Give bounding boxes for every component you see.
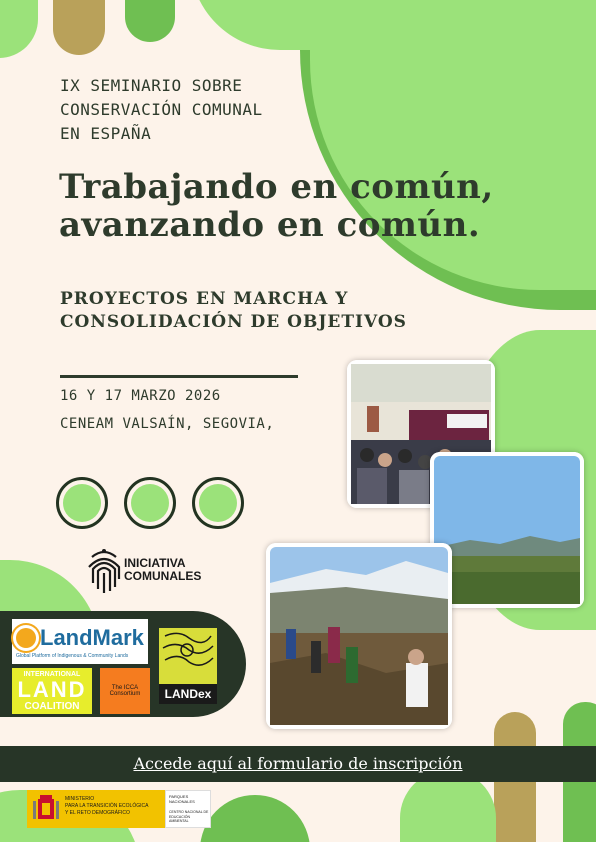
header-line-2: CONSERVACIÓN COMUNAL <box>60 100 263 119</box>
seminar-header <box>60 74 263 146</box>
ministerio-logo <box>27 790 165 828</box>
ilc-logo <box>12 668 92 714</box>
parques-text: PARQUES NACIONALES <box>169 794 195 804</box>
subtitle-line-2: CONSOLIDACIÓN DE OBJETIVOS <box>60 312 407 332</box>
event-location: CENEAM VALSAÍN, SEGOVIA, <box>60 416 275 432</box>
ilc-line-1: INTERNATIONAL <box>23 670 81 678</box>
sun-icon <box>16 628 36 648</box>
landex-logo <box>159 628 217 704</box>
decorative-circle-1 <box>56 477 108 529</box>
divider-line <box>60 375 298 378</box>
landex-name: LANDex <box>159 684 217 704</box>
ceneam-text: CENTRO NACIONAL DE EDUCACIÓN AMBIENTAL <box>169 810 209 823</box>
iniciativa-text <box>124 557 201 583</box>
icca-logo <box>100 668 150 714</box>
ministerio-line-1: MINISTERIO <box>65 796 95 802</box>
header-line-1: IX SEMINARIO SOBRE <box>60 76 243 95</box>
registration-bar <box>0 746 596 782</box>
header-line-3: EN ESPAÑA <box>60 124 152 143</box>
landmark-name: LandMark <box>40 624 144 650</box>
title-line-2: avanzando en común. <box>59 205 481 245</box>
landmark-logo <box>12 619 148 664</box>
ilc-line-3: COALITION <box>24 700 80 712</box>
event-dates: 16 Y 17 MARZO 2026 <box>60 388 221 404</box>
fingerprint-icon <box>84 545 124 595</box>
title-line-1: Trabajando en común, <box>59 167 494 207</box>
main-title <box>59 168 494 244</box>
partner-logos-panel <box>0 611 246 717</box>
decorative-circle-3 <box>192 477 244 529</box>
iniciativa-comunales-logo <box>84 545 204 595</box>
icca-line-1: The ICCA <box>111 685 139 691</box>
blob-top-inner <box>190 0 370 50</box>
decorative-circle-2 <box>124 477 176 529</box>
ministerio-text <box>65 796 148 817</box>
subtitle <box>60 288 407 334</box>
registration-link[interactable]: Accede aquí al formulario de inscripción <box>133 754 463 773</box>
landex-pattern-icon <box>159 628 217 680</box>
spain-coat-of-arms-icon <box>31 793 61 825</box>
pill-top-green <box>125 0 175 42</box>
icca-line-2: Consortium <box>109 691 141 697</box>
subtitle-line-1: PROYECTOS EN MARCHA Y <box>60 289 349 309</box>
blob-bottom-mid <box>200 795 310 842</box>
blob-top-left-green <box>0 0 38 58</box>
iniciativa-line-2: COMUNALES <box>124 569 202 583</box>
photo-tree-planting <box>266 543 452 729</box>
iniciativa-line-1: INICIATIVA <box>124 556 186 570</box>
pill-top-gold <box>53 0 105 55</box>
ministerio-line-3: Y EL RETO DEMOGRÁFICO <box>65 810 130 816</box>
photo-landscape <box>430 452 584 608</box>
landmark-tagline: Global Platform of Indigenous & Community Lands <box>16 652 129 659</box>
ilc-line-2: LAND <box>17 676 87 702</box>
ministerio-line-2: PARA LA TRANSICIÓN ECOLÓGICA <box>65 803 149 809</box>
parques-ceneam-logo <box>165 790 211 828</box>
